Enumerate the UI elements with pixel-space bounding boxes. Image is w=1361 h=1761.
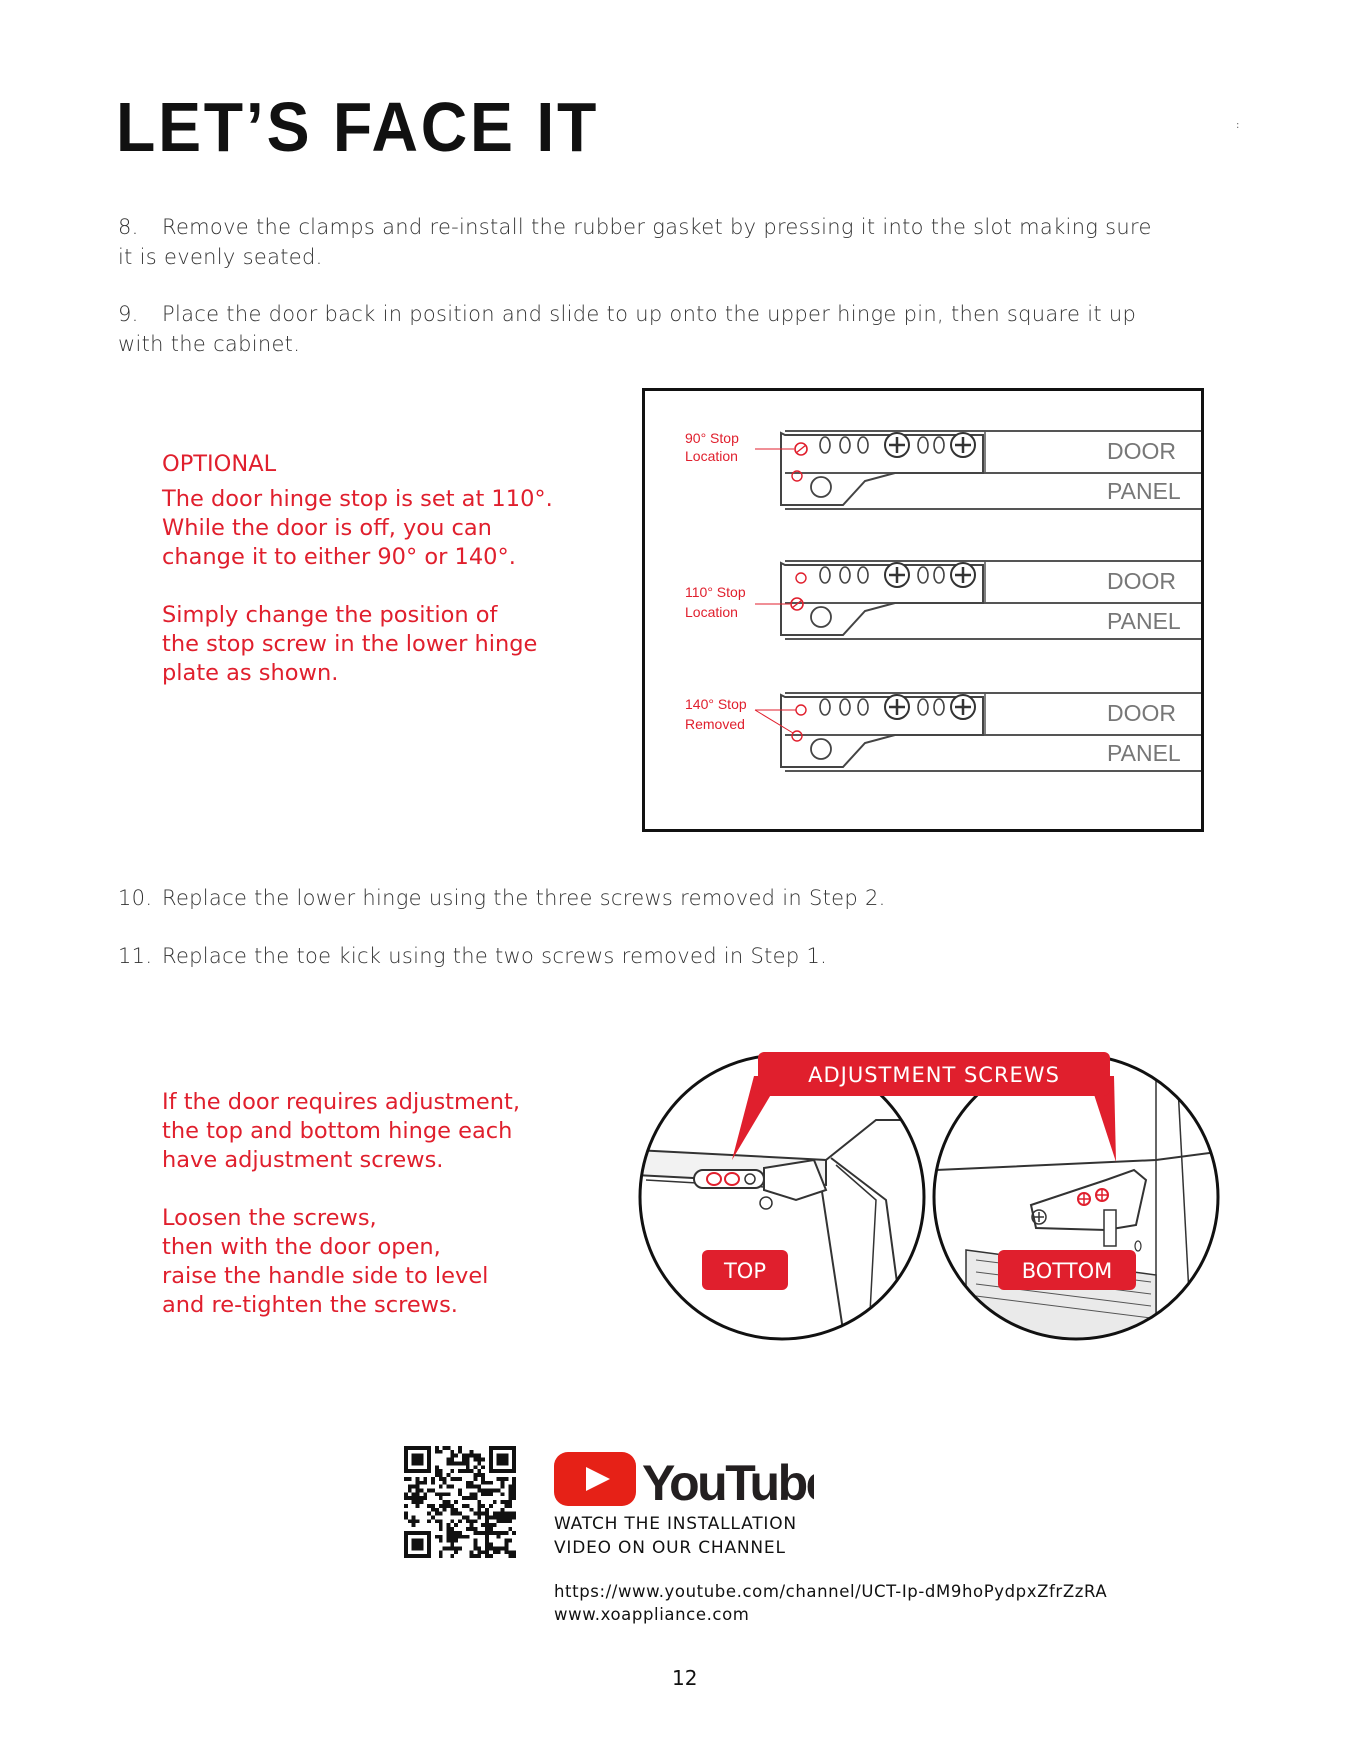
youtube-logo[interactable] <box>554 1448 814 1508</box>
step-text: Replace the lower hinge using the three screws removed in Step 2. <box>162 886 886 910</box>
step-number: 11. <box>118 944 153 968</box>
top-label: TOP <box>723 1259 767 1283</box>
qr-code[interactable] <box>404 1446 516 1558</box>
page-title: LET’S FACE IT <box>116 88 600 166</box>
watch-video-text <box>554 1512 797 1560</box>
corner-mark: : <box>1236 120 1240 131</box>
adjustment-line: and re-tighten the screws. <box>162 1292 458 1318</box>
step-text-continued: with the cabinet. <box>118 332 301 356</box>
optional-heading: OPTIONAL <box>162 451 277 477</box>
youtube-wordmark: YouTube <box>642 1455 814 1508</box>
watch-line: VIDEO ON OUR CHANNEL <box>554 1538 786 1558</box>
adjustment-line: have adjustment screws. <box>162 1147 444 1173</box>
stop-label: Location <box>685 604 738 620</box>
website-link[interactable]: www.xoappliance.com <box>554 1605 750 1624</box>
optional-line: plate as shown. <box>162 660 339 686</box>
hinge-stop-diagram <box>642 388 1204 832</box>
door-label: DOOR <box>1107 568 1176 594</box>
bottom-label: BOTTOM <box>1021 1259 1113 1283</box>
step-11 <box>118 941 1268 971</box>
qr-code-image <box>404 1446 516 1558</box>
step-number: 8. <box>118 215 139 239</box>
stop-label: Removed <box>685 716 745 732</box>
adjustment-line: raise the handle side to level <box>162 1263 489 1289</box>
door-label: DOOR <box>1107 438 1176 464</box>
optional-line: Simply change the position of <box>162 602 498 628</box>
page-number: 12 <box>672 1666 698 1690</box>
step-text-continued: it is evenly seated. <box>118 245 323 269</box>
optional-line: The door hinge stop is set at 110°. <box>162 486 553 512</box>
step-8 <box>118 212 1268 272</box>
panel-label: PANEL <box>1107 740 1181 766</box>
door-label: DOOR <box>1107 700 1176 726</box>
stop-label: 90° Stop <box>685 430 739 446</box>
adjustment-line: If the door requires adjustment, <box>162 1089 520 1115</box>
panel-label: PANEL <box>1107 478 1181 504</box>
adjustment-line: the top and bottom hinge each <box>162 1118 513 1144</box>
youtube-play-icon <box>554 1448 814 1508</box>
optional-line: change it to either 90° or 140°. <box>162 544 516 570</box>
step-text: Replace the toe kick using the two screws removed in Step 1. <box>162 944 828 968</box>
hinge-adjustment-drawing <box>636 1050 1232 1344</box>
adjustment-line: Loosen the screws, <box>162 1205 377 1231</box>
watch-line: WATCH THE INSTALLATION <box>554 1514 797 1534</box>
optional-line: While the door is off, you can <box>162 515 492 541</box>
hinge-stop-illustration <box>645 391 1201 829</box>
adjustment-screws-illustration <box>636 1050 1232 1344</box>
stop-label: 110° Stop <box>685 584 746 600</box>
step-9 <box>118 299 1268 359</box>
stop-label: Location <box>685 448 738 464</box>
step-number: 9. <box>118 302 139 326</box>
adjustment-line: then with the door open, <box>162 1234 441 1260</box>
optional-line: the stop screw in the lower hinge <box>162 631 538 657</box>
adjustment-note <box>162 1088 592 1320</box>
step-10 <box>118 883 1268 913</box>
youtube-channel-link[interactable]: https://www.youtube.com/channel/UCT-Ip-dM9hoPydpxZfrZzRA <box>554 1582 1108 1601</box>
banner-label: ADJUSTMENT SCREWS <box>808 1063 1060 1087</box>
step-text: Place the door back in position and slide to up onto the upper hinge pin, then square it up <box>162 302 1137 326</box>
panel-label: PANEL <box>1107 608 1181 634</box>
step-text: Remove the clamps and re-install the rubber gasket by pressing it into the slot making sure <box>162 215 1152 239</box>
stop-label: 140° Stop <box>685 696 747 712</box>
optional-note <box>162 450 582 688</box>
links-block <box>554 1580 1107 1626</box>
step-number: 10. <box>118 886 153 910</box>
